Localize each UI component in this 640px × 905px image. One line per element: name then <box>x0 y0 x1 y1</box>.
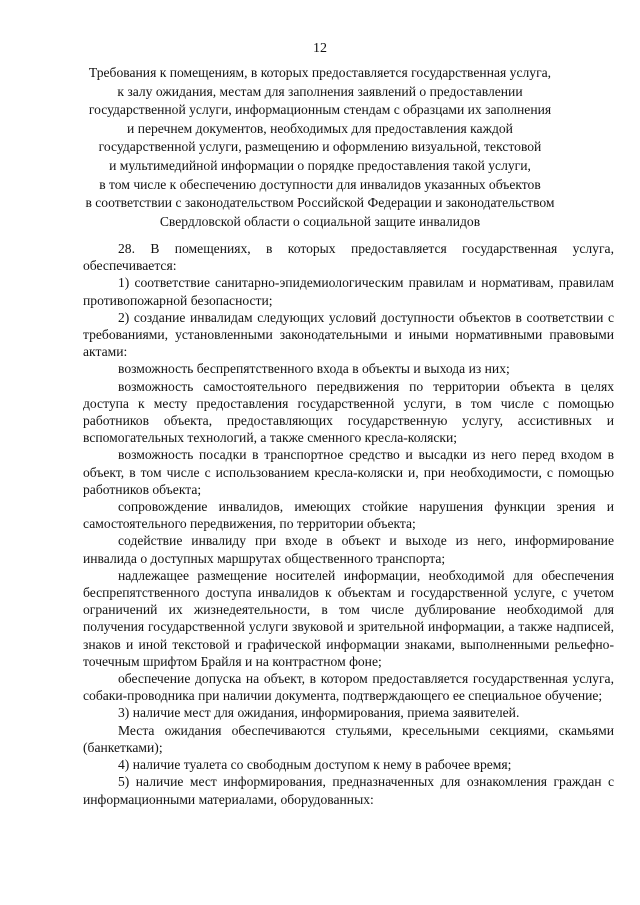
paragraph-subitem: сопровождение инвалидов, имеющих стойкие нарушения функции зрения и самостоятельного передвижения, по территории объекта; <box>83 499 614 532</box>
heading-line: Свердловской области о социальной защите инвалидов <box>159 213 481 229</box>
heading-line: в том числе к обеспечению доступности для инвалидов указанных объектов <box>99 176 541 192</box>
heading-line: государственной услуги, информационным стендам с образцами их заполнения <box>88 102 552 118</box>
paragraph-waiting-places: Места ожидания обеспечиваются стульями, кресельными секциями, скамьями (банкетками); <box>83 722 614 755</box>
paragraph-subitem: возможность самостоятельного передвижения по территории объекта в целях доступа к месту предоставления государственной услуги, в том числе с помощью работников объекта, предоставляющих государственную услугу, ассистивных и вспомогательных технологий, а также сменного кресла-коляски; <box>83 378 614 446</box>
paragraph-subitem: возможность посадки в транспортное средство и высадки из него перед входом в объект, в том числе с использованием кресла-коляски и, при необходимости, с помощью работников объекта; <box>83 447 614 497</box>
paragraph-subitem: возможность беспрепятственного входа в объекты и выхода из них; <box>118 361 510 377</box>
heading-line: и перечнем документов, необходимых для предоставления каждой <box>127 120 513 136</box>
paragraph-subitem: надлежащее размещение носителей информации, необходимой для обеспечения беспрепятственного доступа инвалидов к объектам и государственной услуге, с учетом ограничений их жизнедеятельности, в том числе дублирование необходимой для получения государственной услуги звуковой и зрительной информации, а также надписей, знаков и иной текстовой и графической информации знаками, выполненными рельефно-точечным шрифтом Брайля и на контрастном фоне; <box>83 567 614 669</box>
paragraph-subitem: содействие инвалиду при входе в объект и выходе из него, информирование инвалида о доступных маршрутах общественного транспорта; <box>83 533 614 566</box>
heading-line: к залу ожидания, местам для заполнения заявлений о предоставлении <box>117 83 523 99</box>
document-body <box>83 240 614 808</box>
heading-line: Требования к помещениям, в которых предоставляется государственная услуга, <box>88 65 552 80</box>
paragraph-28: 28. В помещениях, в которых предоставляется государственная услуга, обеспечивается: <box>83 241 614 274</box>
heading-line: государственной услуги, размещению и оформлению визуальной, текстовой <box>98 139 542 155</box>
heading-line: в соответствии с законодательством Российской Федерации и законодательством <box>85 195 555 211</box>
paragraph-item-5: 5) наличие мест информирования, предназначенных для ознакомления граждан с информационными материалами, оборудованных: <box>83 774 614 807</box>
paragraph-subitem: обеспечение допуска на объект, в котором предоставляется государственная услуга, собаки-проводника при наличии документа, подтверждающего ее специальное обучение; <box>83 671 614 704</box>
paragraph-item-4: 4) наличие туалета со свободным доступом к нему в рабочее время; <box>118 757 512 773</box>
page-number: 12 <box>313 41 327 56</box>
paragraph-item-2: 2) создание инвалидам следующих условий доступности объектов в соответствии с требованиями, установленными законодательными и иными нормативными правовыми актами: <box>83 309 614 360</box>
section-heading <box>70 64 570 231</box>
paragraph-item-1: 1) соответствие санитарно-эпидемиологическим правилам и нормативам, правилам противопожарной безопасности; <box>83 275 614 308</box>
heading-line: и мультимедийной информации о порядке предоставления такой услуги, <box>109 157 531 173</box>
paragraph-item-3: 3) наличие мест для ожидания, информирования, приема заявителей. <box>118 705 520 721</box>
